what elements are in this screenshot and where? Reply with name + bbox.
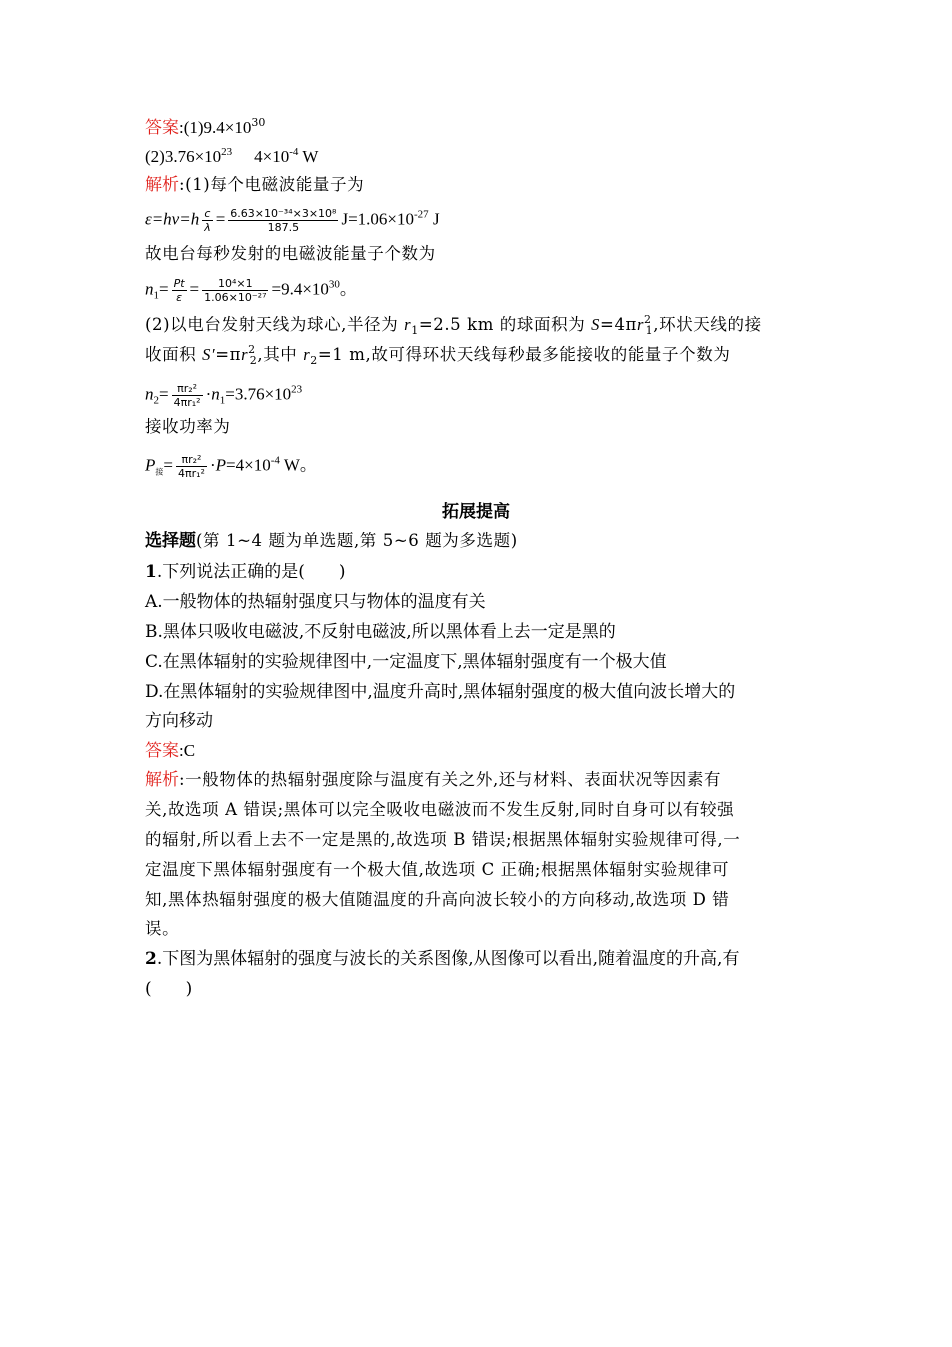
eq4-frac-numerator: πr₂² [176, 453, 207, 467]
equation-received-power [145, 453, 317, 480]
eq3-rhs-exponent: 23 [291, 383, 303, 396]
answer-label: 答案 [145, 118, 179, 137]
eq4-fraction-area-ratio [176, 453, 207, 480]
eq4-rhs-unit: W。 [279, 455, 317, 475]
answer-2a: (2)3.76×10 [145, 147, 222, 166]
var-r1-squared-sup: 2 [644, 313, 652, 326]
answer-line-1 [145, 117, 265, 139]
var-r2-squared-sub: 2 [249, 354, 258, 367]
eq1-rhs-exponent: -27 [414, 208, 429, 221]
eq1-frac1-denominator: λ [204, 221, 211, 234]
eq2-frac1-denominator: ε [176, 291, 183, 304]
equation-n1 [145, 277, 357, 304]
eq2-frac2-numerator: 10⁴×1 [202, 277, 268, 291]
eq4-dot: · [209, 455, 216, 475]
eq4-frac-denominator: 4πr₁² [177, 467, 205, 480]
question-1-option-d-line2: 方向移动 [145, 711, 213, 731]
eq3-rhs: =3.76×10 [225, 384, 292, 404]
part2-line1-a: (2)以电台发射天线为球心,半径为 [145, 315, 405, 334]
question-1-number: 1 [145, 562, 157, 582]
eq3-dot: · [205, 384, 212, 404]
eq2-equals-2: = [189, 279, 200, 299]
q1-answer-value: :C [179, 741, 196, 760]
var-r2-squared: r [241, 345, 249, 364]
question-1-analysis-line1 [145, 769, 721, 791]
section-heading: 拓展提高 [442, 502, 510, 521]
eq2-rhs-end: 。 [339, 279, 357, 299]
var-r1-squared: r [637, 315, 645, 334]
eq2-rhs: =9.4×10 [271, 279, 329, 299]
var-r2-sub: 2 [310, 354, 318, 367]
choice-description: (第 1~4 题为单选题,第 5~6 题为多选题) [196, 531, 518, 550]
eq4-equals: = [163, 455, 173, 475]
part2-line1-c: =4π [600, 315, 637, 334]
part2-line2-b: =π [215, 345, 242, 364]
answer-2b-unit: W [298, 147, 319, 166]
question-1-analysis-line5: 知,黑体热辐射强度的极大值随温度的升高向波长较小的方向移动,故选项 D 错 [145, 890, 730, 909]
var-r1-sub: 1 [411, 324, 419, 337]
eq2-lhs-sub: 1 [153, 289, 159, 302]
eq2-rhs-exponent: 30 [328, 278, 340, 291]
eq3-n1-sub: 1 [219, 394, 226, 407]
eq3-equals: = [159, 384, 169, 404]
part2-line2-a: 收面积 [145, 345, 203, 364]
eq2-fraction-pt-epsilon [172, 277, 187, 304]
q1-analysis-text-1: :一般物体的热辐射强度除与温度有关之外,还与材料、表面状况等因素有 [179, 770, 722, 789]
question-2-stem-line2: ( ) [145, 979, 193, 999]
question-2-text: .下图为黑体辐射的强度与波长的关系图像,从图像可以看出,随着温度的升高,有 [156, 949, 740, 969]
eq1-frac1-numerator: c [202, 207, 213, 221]
question-1-stem [145, 561, 346, 583]
part2-line-1 [145, 314, 762, 336]
eq2-frac1-numerator: Pt [173, 277, 185, 290]
var-r2: r [303, 345, 311, 364]
eq1-equals: = [215, 209, 226, 229]
q1-answer-label: 答案 [145, 741, 179, 760]
question-1-analysis-line2: 关,故选项 A 错误;黑体可以完全吸收电磁波而不发生反射,同时自身可以有较强 [145, 800, 735, 819]
question-1-option-a: A.一般物体的热辐射强度只与物体的温度有关 [145, 592, 486, 612]
eq4-rhs: =4×10 [226, 455, 271, 475]
var-S-prime: S′ [202, 345, 216, 364]
text-power-intro: 接收功率为 [145, 417, 231, 436]
analysis-line-1 [145, 174, 364, 196]
eq4-lhs-sub: 接 [155, 467, 164, 477]
eq4-lhs: P [145, 455, 156, 475]
question-1-analysis-line6: 误。 [145, 919, 180, 938]
answer-1: :(1)9.4×10 [179, 118, 252, 137]
part2-line2-c: ,其中 [257, 345, 304, 364]
var-r2-squared-sup: 2 [248, 343, 256, 356]
choice-header [145, 530, 518, 552]
var-r1-squared-sub: 1 [645, 324, 654, 337]
analysis-intro: :(1)每个电磁波能量子为 [179, 175, 365, 194]
eq2-equals: = [159, 279, 169, 299]
q1-analysis-label: 解析 [145, 770, 179, 789]
question-2-stem-line1 [145, 948, 739, 970]
eq1-fraction-c-lambda [202, 207, 213, 234]
eq3-n1: n [211, 384, 220, 404]
choice-label: 选择题 [145, 531, 196, 550]
eq4-rhs-exponent: -4 [270, 454, 280, 467]
text-count-intro: 故电台每秒发射的电磁波能量子个数为 [145, 244, 436, 263]
eq2-lhs: n [145, 279, 154, 299]
answer-2b: 4×10 [254, 147, 290, 166]
eq3-frac-denominator: 4πr₁² [173, 396, 201, 409]
question-1-answer [145, 740, 195, 762]
var-r1: r [404, 315, 412, 334]
part2-line1-b: =2.5 km 的球面积为 [418, 315, 592, 334]
eq4-P: P [215, 455, 227, 475]
equation-n2 [145, 382, 302, 409]
eq1-lhs: ε=hν=h [145, 209, 200, 229]
equation-energy-quantum [145, 207, 440, 234]
answer-2b-exponent: -4 [289, 146, 299, 158]
eq3-frac-numerator: πr₂² [172, 382, 203, 396]
eq2-frac2-denominator: 1.06×10⁻²⁷ [204, 291, 267, 304]
question-1-text: .下列说法正确的是( ) [156, 562, 346, 582]
part2-line-2 [145, 344, 730, 366]
eq3-lhs-sub: 2 [153, 394, 159, 407]
question-2-number: 2 [145, 949, 157, 969]
answer-2a-exponent: 23 [221, 146, 233, 158]
part2-line1-d: ,环状天线的接 [653, 315, 762, 334]
eq1-frac2-numerator: 6.63×10⁻³⁴×3×10⁸ [230, 207, 337, 220]
question-1-analysis-line4: 定温度下黑体辐射强度有一个极大值,故选项 C 正确;根据黑体辐射实验规律可 [145, 860, 730, 879]
eq3-lhs: n [145, 384, 154, 404]
question-1-option-c: C.在黑体辐射的实验规律图中,一定温度下,黑体辐射强度有一个极大值 [145, 652, 667, 672]
part2-line2-d: =1 m,故可得环状天线每秒最多能接收的能量子个数为 [317, 345, 731, 364]
eq1-rhs-unit: J [428, 209, 440, 229]
answer-line-2 [145, 146, 318, 168]
eq1-fraction-values [228, 207, 338, 234]
question-1-option-b: B.黑体只吸收电磁波,不反射电磁波,所以黑体看上去一定是黑的 [145, 622, 616, 642]
question-1-analysis-line3: 的辐射,所以看上去不一定是黑的,故选项 B 错误;根据黑体辐射实验规律可得,一 [145, 830, 741, 849]
var-S: S [591, 315, 601, 334]
eq1-rhs: J=1.06×10 [341, 209, 415, 229]
eq1-frac2-denominator: 187.5 [267, 221, 300, 234]
answer-1-exponent: 30 [251, 116, 266, 129]
analysis-label: 解析 [145, 175, 179, 194]
eq2-fraction-values [202, 277, 268, 304]
eq3-fraction-area-ratio [172, 382, 203, 409]
question-1-option-d-line1: D.在黑体辐射的实验规律图中,温度升高时,黑体辐射强度的极大值向波长增大的 [145, 682, 736, 702]
